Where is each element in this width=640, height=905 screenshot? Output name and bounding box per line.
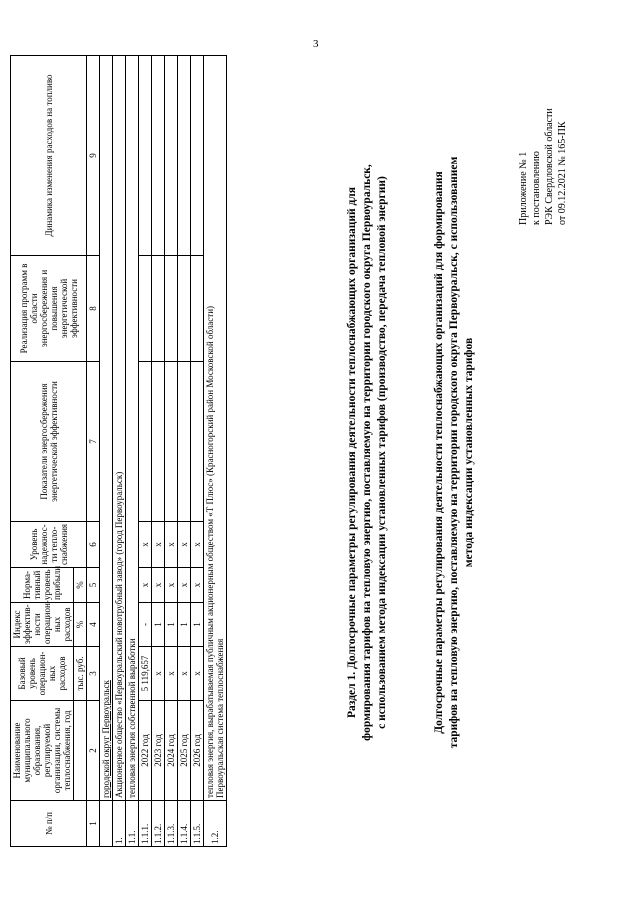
col-number: 4 (87, 602, 100, 646)
district-name: городской округ Первоуральск (100, 55, 113, 800)
org-name (204, 55, 227, 800)
base-value: x (152, 646, 165, 700)
fuel-value (152, 55, 165, 255)
col-number: 5 (87, 567, 100, 602)
year-label: 2026 год (191, 700, 204, 800)
energy-value (178, 361, 191, 521)
appendix-line: Приложение № 1 (518, 151, 529, 225)
programs-value (178, 255, 191, 361)
subgroup-row (126, 55, 139, 846)
base-value: x (165, 646, 178, 700)
year-row (191, 55, 204, 846)
index-value: - (139, 602, 152, 646)
main-title-line: метода индексации установленных тарифов (463, 337, 475, 568)
col-number: 7 (87, 361, 100, 521)
main-title-line: Долгосрочные параметры регулирования деятельности теплоснабжающих организаций для формирования (433, 171, 445, 734)
reliability-value: x (178, 521, 191, 567)
appendix-line: РЭК Свердловской области (544, 108, 555, 225)
row-num: 1.1. (126, 800, 139, 846)
year-row (152, 55, 165, 846)
section-title (345, 0, 390, 905)
index-value: 1 (191, 602, 204, 646)
reliability-value: x (152, 521, 165, 567)
norm-value: x (191, 567, 204, 602)
programs-value (139, 255, 152, 361)
header-name: Наименование муниципального образования, регулируемой организации, системы теплоснабжения, год (11, 700, 74, 800)
col-number: 9 (87, 55, 100, 255)
org-name-line: тепловая энергия, вырабатываемая публичным акционерным обществом «Т Плюс» (Красногорский район Московской области) (205, 305, 215, 798)
fuel-value (178, 55, 191, 255)
col-number: 3 (87, 646, 100, 700)
col-number: 2 (87, 700, 100, 800)
year-row (178, 55, 191, 846)
fuel-value (165, 55, 178, 255)
base-value: x (178, 646, 191, 700)
col-number: 1 (87, 800, 100, 846)
programs-value (191, 255, 204, 361)
reliability-value: x (139, 521, 152, 567)
org-row (113, 55, 126, 846)
fuel-value (191, 55, 204, 255)
header-row (11, 55, 74, 846)
section-title-line: с использованием метода индексации установленных тарифов (производство, передача тепловой энергии) (376, 176, 388, 729)
energy-value (165, 361, 178, 521)
units-norm: % (74, 567, 87, 602)
norm-value: x (178, 567, 191, 602)
norm-value: x (139, 567, 152, 602)
energy-value (152, 361, 165, 521)
year-label: 2024 год (165, 700, 178, 800)
row-num: 1. (113, 800, 126, 846)
column-numbers-row (87, 55, 100, 846)
programs-value (165, 255, 178, 361)
base-value: 5 119,657 (139, 646, 152, 700)
energy-value (139, 361, 152, 521)
index-value: 1 (152, 602, 165, 646)
section-title-line: Раздел 1. Долгосрочные параметры регулирования деятельности теплоснабжающих организаций для (346, 187, 358, 718)
district-num (100, 800, 113, 846)
col-number: 8 (87, 255, 100, 361)
row-num: 1.1.1. (139, 800, 152, 846)
main-title-line: тарифов на тепловую энергию, поставляемую на территории городского округа Первоуральск, с использованием (448, 156, 460, 749)
year-row (165, 55, 178, 846)
year-row (139, 55, 152, 846)
row-num: 1.1.3. (165, 800, 178, 846)
row-num: 1.1.2. (152, 800, 165, 846)
col-number: 6 (87, 521, 100, 567)
appendix-block (517, 108, 569, 225)
reliability-value: x (191, 521, 204, 567)
district-row (100, 55, 113, 846)
row-num: 1.1.4. (178, 800, 191, 846)
header-base: Базовый уровень операцион-ных расходов (11, 646, 74, 700)
org-row (204, 55, 227, 846)
header-reliability: Уровень надежнос-ти тепло-снабжения (11, 521, 87, 567)
year-label: 2025 год (178, 700, 191, 800)
units-index: % (74, 602, 87, 646)
parameters-table (10, 55, 227, 847)
units-base: тыс. руб. (74, 646, 87, 700)
header-programs: Реализация программ в области энергосбережения и повышения энергетической эффективности (11, 255, 87, 361)
norm-value: x (165, 567, 178, 602)
main-title (432, 0, 477, 905)
index-value: 1 (178, 602, 191, 646)
year-label: 2022 год (139, 700, 152, 800)
index-value: 1 (165, 602, 178, 646)
row-num: 1.2. (204, 800, 227, 846)
header-num: № п/п (11, 800, 87, 846)
appendix-line: от 09.12.2021 № 165-ПК (557, 121, 568, 225)
header-index: Индекс эффектив-ности операцион-ных расходов (11, 602, 74, 646)
system-name-line: Первоуральская система теплоснабжения (215, 638, 225, 798)
energy-value (191, 361, 204, 521)
header-energy: Показатели энергосбережения энергетической эффективности (11, 361, 87, 521)
header-fuel: Динамика изменения расходов на топливо (11, 55, 87, 255)
org-name: Акционерное общество «Первоуральский новотрубный завод» (город Первоуральск) (113, 55, 126, 800)
norm-value: x (152, 567, 165, 602)
subgroup-name: тепловая энергия собственной выработки (126, 55, 139, 800)
base-value: x (191, 646, 204, 700)
section-title-line: формирования тарифов на тепловую энергию, поставляемую на территории городского округа Первоуральск, (361, 164, 373, 741)
appendix-line: к постановлению (531, 151, 542, 225)
row-num: 1.1.5. (191, 800, 204, 846)
fuel-value (139, 55, 152, 255)
page-number: 3 (313, 38, 319, 50)
programs-value (152, 255, 165, 361)
year-label: 2023 год (152, 700, 165, 800)
reliability-value: x (165, 521, 178, 567)
units-empty (74, 700, 87, 800)
header-norm: Норма-тивный уровень прибыли (11, 567, 74, 602)
